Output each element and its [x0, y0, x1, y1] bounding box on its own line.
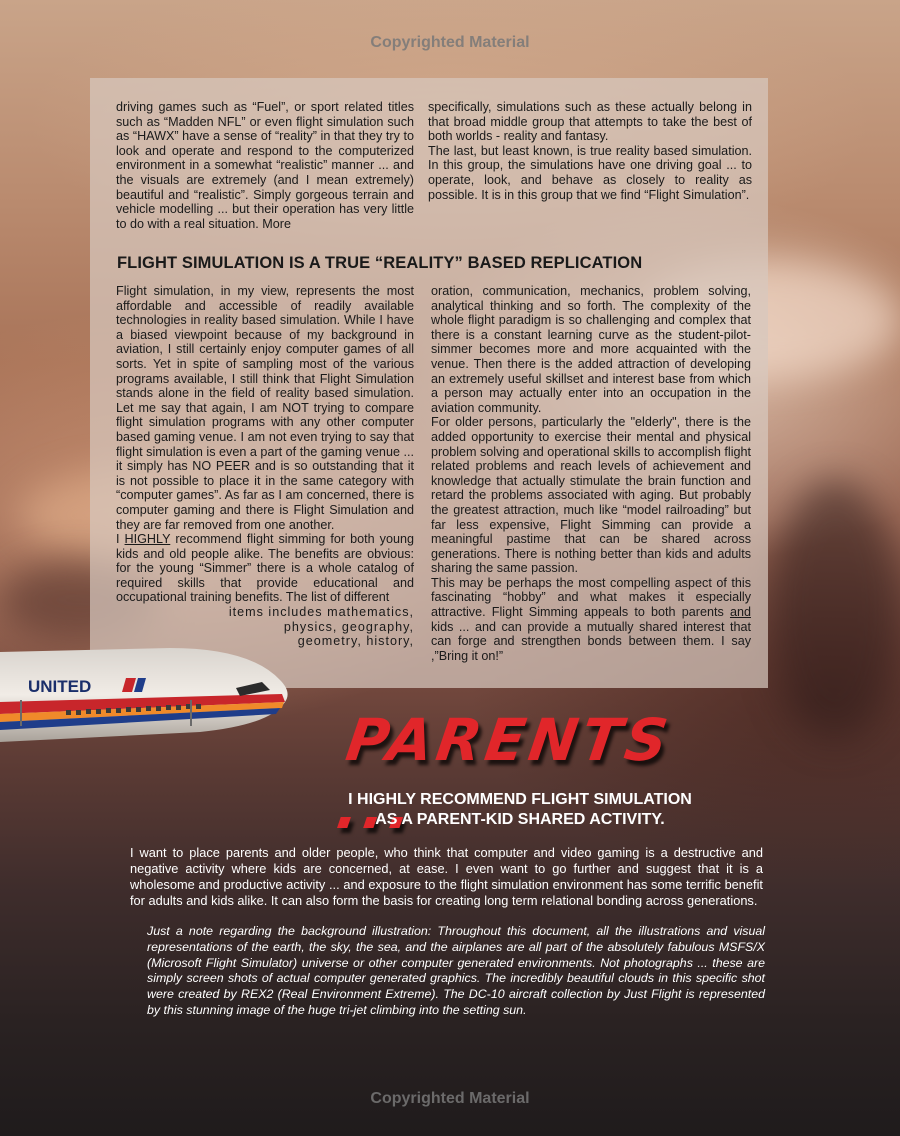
top-right-column	[428, 100, 752, 202]
paragraph	[116, 532, 414, 605]
subheading-line: I HIGHLY RECOMMEND FLIGHT SIMULATION	[348, 791, 692, 808]
text-span: This may be perhaps the most compelling aspect of this fascinating “hobby” and what makes it especially attractive. Flight Simming appeals to both parents	[431, 575, 751, 620]
copyright-watermark-top: Copyrighted Material	[370, 34, 530, 51]
paragraph: Flight simulation, in my view, represents the most affordable and accessible of readily available technologies in reality based simulation. While I have a biased viewpoint because of my background in aviation, I still certainly enjoy computer games of all sorts. Yet in spite of sampling most of the various programs available, I still think that Flight Simulation stands alone in the field of reality based simulation. Let me say that again, I am NOT trying to compare flight simulation programs with any other computer based gaming venue. I am not even trying to say that flight simulation is even a part of the gaming venue ... it simply has NO PEER and is so outstanding that it is not possible to place it in the same category with “computer games”. As far as I am concerned, there is computer gaming and there is Flight Simulation and they are far removed from one another.	[116, 284, 414, 532]
body-left-column	[116, 284, 414, 649]
underlined-word: HIGHLY	[124, 532, 171, 547]
door-outline	[190, 700, 192, 726]
door-outline	[20, 700, 22, 726]
body-right-column	[431, 284, 751, 663]
subheading-line: AS A PARENT-KID SHARED ACTIVITY.	[375, 811, 665, 828]
parents-subheading	[300, 790, 740, 830]
text-span: kids ... and can provide a mutually shared interest that can forge and strengthen bonds between them. I say ,”Bring it on!”	[431, 619, 751, 663]
underlined-word: and	[729, 605, 751, 620]
parents-title: PARENTS ...	[332, 706, 676, 842]
text-span: I	[116, 532, 125, 547]
paragraph: oration, communication, mechanics, problem solving, analytical thinking and so forth. The complexity of the whole flight paradigm is so challenging and complex that there is a constant learning curve as the student-pilot-simmer becomes more and more acquainted with the venue. Then there is the added attraction of developing an extremely useful skillset and interest base from which a person may actually enter into an occupation in the aviation community.	[431, 284, 751, 415]
paragraph: driving games such as “Fuel”, or sport related titles such as “Madden NFL” or even flight simulation such as “HAWX” have a sense of “reality” in that they try to look and operate and respond to the computerized environment in a somewhat “realistic” manner ... and the visuals are extremely (and I mean extremely) beautiful and “realistic”. Simply gorgeous terrain and vehicle modelling ... but their operation has very little to do with a real situation. More	[116, 100, 414, 231]
section-heading: FLIGHT SIMULATION IS A TRUE “REALITY” BASED REPLICATION	[117, 254, 643, 272]
paragraph: The last, but least known, is true reality based simulation. In this group, the simulations have one driving goal ... to operate, look, and behave as closely to reality as possible. It is in this group that we find “Flight Simulation”.	[428, 143, 752, 202]
top-left-column	[116, 100, 414, 231]
airline-livery-text: UNITED	[28, 677, 92, 696]
airliner-illustration	[0, 630, 300, 760]
parents-paragraph: I want to place parents and older people, who think that computer and video gaming is a destructive and negative activity where kids are concerned, at ease. I even want to go further and suggest that it is a wholesome and productive activity ... and exposure to the flight simulation environment has some terrific benefit for adults and kids alike. It can also form the basis for creating long term relational bonding across generations.	[130, 845, 763, 908]
paragraph: For older persons, particularly the "elderly", there is the added opportunity to exercise their mental and physical problem solving and operational skills to accomplish flight related problems and reach levels of achievement and knowledge that actually stimulate the brain function and retard the problems associated with aging. But probably the greatest attraction, much like “model railroading” but far less expensive, Flight Simming can provide a meaningful pastime that can be shared across generations. There is nothing better than kids and adults sharing the same passion.	[431, 415, 751, 576]
illustration-note: Just a note regarding the background illustration: Throughout this document, all the illustrations and visual representations of the earth, the sky, the sea, and the airplanes are all part of the absolutely fabulous MSFS/X (Microsoft Flight Simulator) universe or other computer generated environments. Not photographs ... these are simply screen shots of actual computer generated graphics. The incredibly beautiful clouds in this specific shot were created by REX2 (Real Environment Extreme). The DC-10 aircraft collection by Just Flight is represented by this stunning image of the huge tri-jet climbing into the setting sun.	[147, 924, 765, 1017]
copyright-watermark-bottom: Copyrighted Material	[370, 1090, 530, 1107]
paragraph: specifically, simulations such as these actually belong in that broad middle group that attempts to take the best of both worlds - reality and fantasy.	[428, 100, 752, 144]
cloud-shadow	[770, 480, 900, 740]
text-span: recommend flight simming for both young kids and old people alike. The benefits are obvious: for the young “Simmer” there is a whole catalog of required skills that provide educational and occupational training benefits. The list of different	[116, 532, 414, 605]
paragraph-tail-line: geometry, history,	[297, 634, 414, 649]
paragraph-tail-line: physics, geography,	[283, 619, 414, 634]
paragraph-tail-line: items includes mathematics,	[228, 605, 414, 620]
paragraph	[431, 576, 751, 664]
